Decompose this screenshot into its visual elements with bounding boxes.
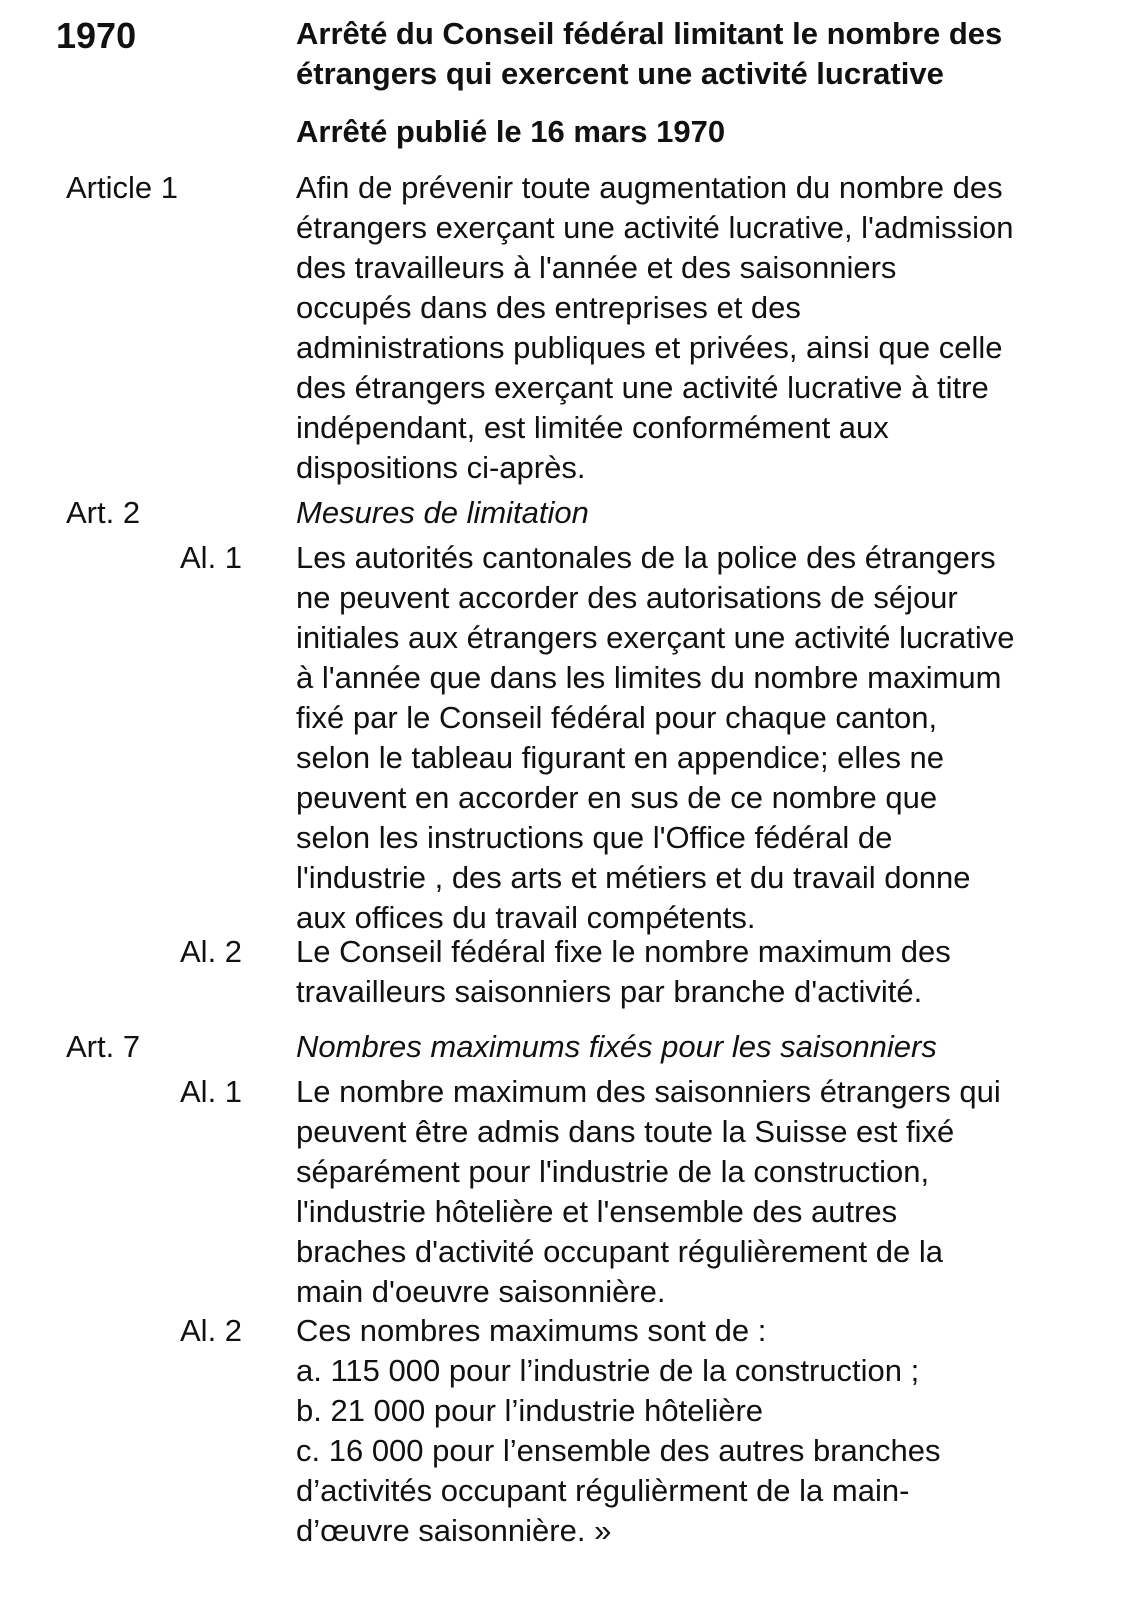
text-line: l'industrie hôtelière et l'ensemble des autres (296, 1194, 898, 1229)
text-line: aux offices du travail compétents. (296, 900, 756, 935)
article-7-label: Art. 7 (66, 1029, 141, 1064)
list-item: c. 16 000 pour l’ensemble des autres branches (296, 1433, 941, 1468)
text-line: peuvent être admis dans toute la Suisse est fixé (296, 1114, 955, 1149)
text-line: l'industrie , des arts et métiers et du travail donne (296, 860, 971, 895)
text-line: initiales aux étrangers exerçant une activité lucrative (296, 620, 1015, 655)
article-7-al-2-label: Al. 2 (180, 1313, 243, 1348)
article-7-al-1-label: Al. 1 (180, 1074, 243, 1109)
text-line: Le Conseil fédéral fixe le nombre maximum des (296, 934, 951, 969)
article-7-al-1-text (296, 1072, 1096, 1312)
article-2-al-2-label: Al. 2 (180, 934, 243, 969)
text-line: selon les instructions que l'Office fédéral de (296, 820, 893, 855)
text-line: administrations publiques et privées, ainsi que celle (296, 330, 1003, 365)
document-year: 1970 (56, 15, 137, 56)
text-line: séparément pour l'industrie de la construction, (296, 1154, 930, 1189)
text-line: indépendant, est limitée conformément aux (296, 410, 889, 445)
text-line: braches d'activité occupant régulièrement de la (296, 1234, 943, 1269)
text-line: ne peuvent accorder des autorisations de séjour (296, 580, 958, 615)
document-title: Arrêté du Conseil fédéral limitant le nombre des étrangers qui exercent une activité lucrative (296, 16, 1003, 91)
article-2-al-1-label: Al. 1 (180, 540, 243, 575)
text-line: fixé par le Conseil fédéral pour chaque canton, (296, 700, 938, 735)
text-line: à l'année que dans les limites du nombre maximum (296, 660, 1002, 695)
article-1-text (296, 168, 1096, 488)
article-7-al-2-text (296, 1311, 1096, 1551)
text-line: Afin de prévenir toute augmentation du nombre des (296, 170, 1003, 205)
article-7-heading: Nombres maximums fixés pour les saisonniers (296, 1029, 937, 1064)
article-1-label: Article 1 (66, 170, 178, 205)
article-2-label: Art. 2 (66, 495, 141, 530)
text-line: Les autorités cantonales de la police des étrangers (296, 540, 996, 575)
list-item: a. 115 000 pour l’industrie de la construction ; (296, 1353, 920, 1388)
text-line: d’activités occupant régulièrment de la main- (296, 1473, 910, 1508)
text-line: main d'oeuvre saisonnière. (296, 1274, 666, 1309)
text-line: selon le tableau figurant en appendice; elles ne (296, 740, 945, 775)
text-line: Le nombre maximum des saisonniers étrangers qui (296, 1074, 1001, 1109)
publication-date: Arrêté publié le 16 mars 1970 (296, 114, 726, 149)
text-line: des étrangers exerçant une activité lucrative à titre (296, 370, 989, 405)
text-line: étrangers exerçant une activité lucrative, l'admission (296, 210, 1014, 245)
list-item: b. 21 000 pour l’industrie hôtelière (296, 1393, 764, 1428)
text-line: d’œuvre saisonnière. » (296, 1513, 612, 1548)
text-line: Ces nombres maximums sont de : (296, 1313, 767, 1348)
text-line: occupés dans des entreprises et des (296, 290, 801, 325)
article-2-al-1-text (296, 538, 1096, 938)
article-2-al-2-text (296, 932, 1096, 1012)
article-2-heading: Mesures de limitation (296, 495, 589, 530)
text-line: peuvent en accorder en sus de ce nombre que (296, 780, 938, 815)
text-line: travailleurs saisonniers par branche d'activité. (296, 974, 923, 1009)
text-line: des travailleurs à l'année et des saisonniers (296, 250, 897, 285)
text-line: dispositions ci-après. (296, 450, 586, 485)
